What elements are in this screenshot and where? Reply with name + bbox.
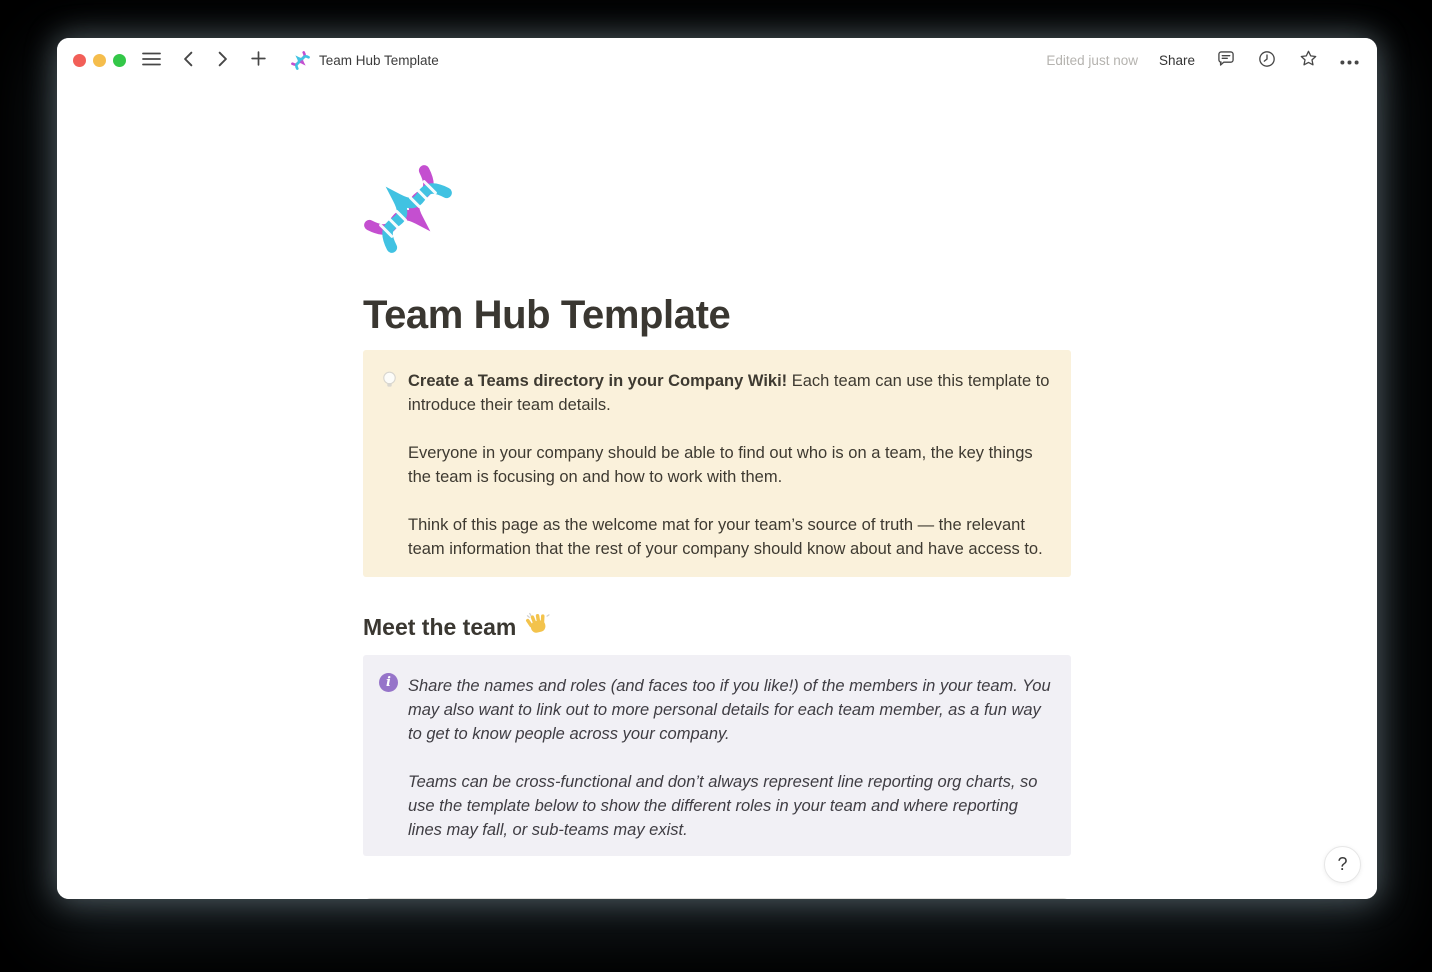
comments-button[interactable] [1216, 49, 1236, 72]
minimize-button[interactable] [93, 54, 106, 67]
page-icon-dna[interactable] [364, 82, 452, 255]
embedded-table-placeholder[interactable] [363, 898, 1071, 899]
info-circle-icon: i [379, 673, 398, 692]
tip-paragraph-1 [408, 369, 1051, 417]
titlebar-title: Team Hub Template [319, 52, 439, 68]
info-callout[interactable] [363, 655, 1071, 856]
plus-icon [250, 50, 267, 70]
app-window [57, 38, 1377, 899]
titlebar-actions [1046, 48, 1359, 72]
chevron-left-icon [182, 51, 195, 70]
edited-status: Edited just now [1046, 52, 1138, 68]
help-button[interactable]: ? [1324, 846, 1361, 883]
info-paragraph-1: Share the names and roles (and faces too if you like!) of the members in your team. You may also want to link out to more personal details for each team member, as a fun way to get to know people across your company. [408, 677, 1051, 743]
tip-bold-text: Create a Teams directory in your Company Wiki! [408, 372, 788, 390]
light-bulb-icon [378, 369, 401, 399]
back-button[interactable] [182, 51, 195, 70]
section-heading-meet-the-team[interactable] [363, 609, 1071, 646]
share-button[interactable]: Share [1158, 52, 1195, 68]
history-button[interactable] [1257, 49, 1277, 72]
document-canvas [57, 82, 1377, 899]
zoom-button[interactable] [113, 54, 126, 67]
waving-hand-icon [525, 611, 552, 646]
chevron-right-icon [216, 51, 229, 70]
star-icon [1298, 48, 1319, 72]
tip-paragraph-3: Think of this page as the welcome mat for your team’s source of truth — the relevant team information that the rest of your company should know about and have access to. [408, 516, 1043, 558]
close-button[interactable] [73, 54, 86, 67]
section-heading-text: Meet the team [363, 614, 517, 640]
traffic-lights [73, 54, 126, 67]
clock-icon [1257, 49, 1277, 72]
tip-callout[interactable] [363, 350, 1071, 577]
ellipsis-icon [1340, 53, 1359, 68]
titlebar-document [291, 51, 439, 70]
tip-paragraph-2: Everyone in your company should be able to find out who is on a team, the key things the team is focusing on and how to work with them. [408, 444, 1033, 486]
comment-bubble-icon [1216, 49, 1236, 72]
titlebar [57, 38, 1377, 82]
hamburger-icon [142, 52, 161, 69]
favorite-button[interactable] [1298, 48, 1319, 72]
page-title[interactable]: Team Hub Template [363, 293, 731, 337]
dna-icon [291, 51, 310, 70]
new-page-button[interactable] [250, 50, 267, 70]
sidebar-toggle-button[interactable] [142, 52, 161, 69]
forward-button[interactable] [216, 51, 229, 70]
tip-regular-text: Each team can use this template to introduce their team details. [408, 372, 1050, 414]
more-options-button[interactable] [1340, 53, 1359, 68]
info-paragraph-2: Teams can be cross-functional and don’t always represent line reporting org charts, so use the template below to show the different roles in your team and where reporting lines may fall, or sub-teams may exist. [408, 773, 1038, 839]
